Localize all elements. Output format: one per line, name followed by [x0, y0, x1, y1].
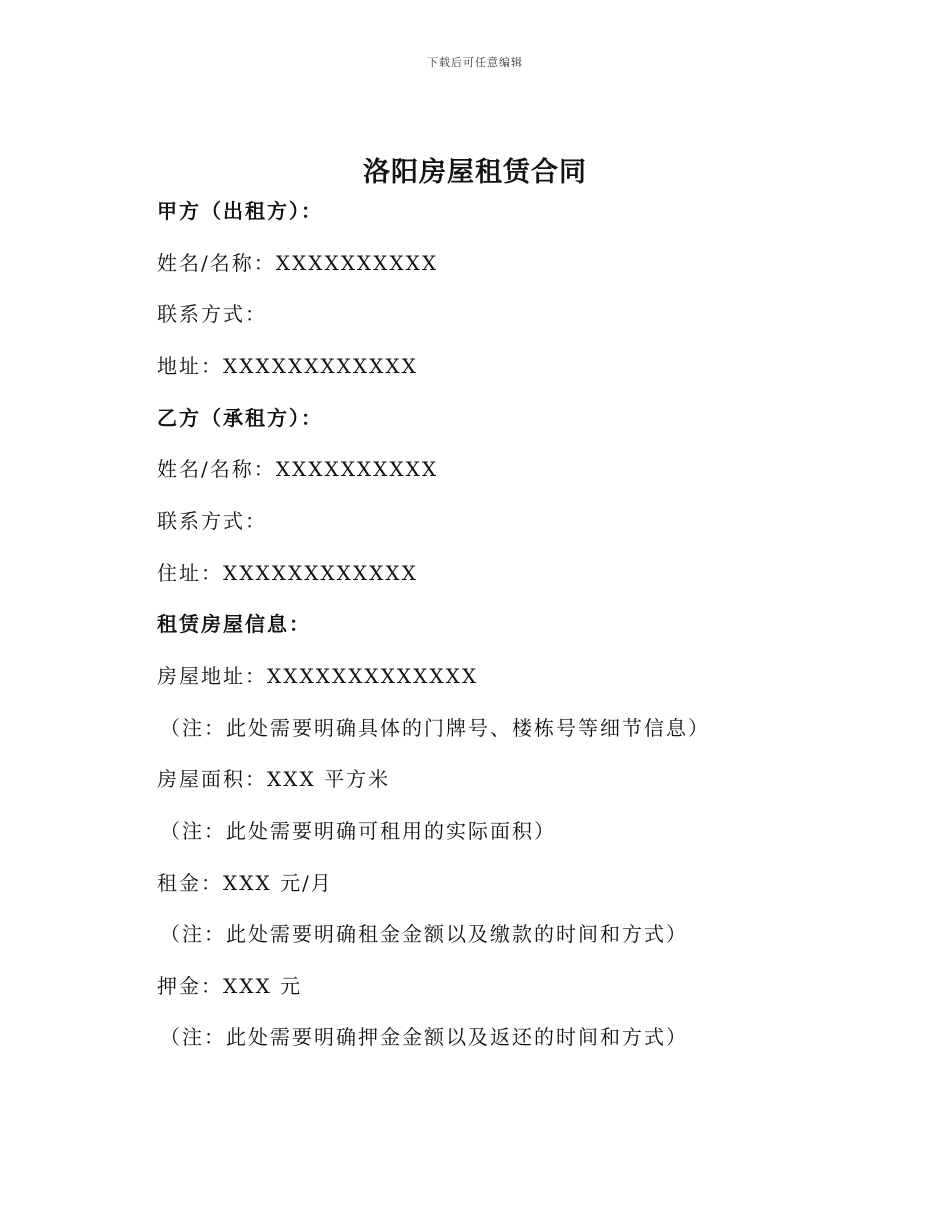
party-a-heading: 甲方（出租方）： [157, 199, 323, 223]
party-b-heading: 乙方（承租方）： [157, 406, 323, 430]
property-address-note: （注：此处需要明确具体的门牌号、楼栋号等细节信息） [160, 716, 710, 740]
party-b-name: 姓名/名称：XXXXXXXXXX [157, 457, 439, 481]
party-a-address: 地址：XXXXXXXXXXXX [157, 354, 418, 378]
property-address: 房屋地址：XXXXXXXXXXXXX [157, 664, 479, 688]
property-area-note: （注：此处需要明确可租用的实际面积） [160, 819, 556, 843]
party-a-contact: 联系方式： [157, 302, 267, 326]
property-heading: 租赁房屋信息： [157, 612, 311, 636]
property-deposit-note: （注：此处需要明确押金金额以及返还的时间和方式） [160, 1025, 688, 1049]
document-title: 洛阳房屋租赁合同 [363, 157, 587, 188]
property-rent-note: （注：此处需要明确租金金额以及缴款的时间和方式） [160, 922, 688, 946]
property-rent: 租金：XXX 元/月 [157, 871, 333, 895]
party-a-name: 姓名/名称：XXXXXXXXXX [157, 251, 439, 275]
party-b-contact: 联系方式： [157, 509, 267, 533]
header-note: 下载后可任意编辑 [427, 56, 523, 69]
property-deposit: 押金：XXX 元 [157, 974, 303, 998]
property-area: 房屋面积：XXX 平方米 [157, 767, 391, 791]
party-b-address: 住址：XXXXXXXXXXXX [157, 561, 418, 585]
